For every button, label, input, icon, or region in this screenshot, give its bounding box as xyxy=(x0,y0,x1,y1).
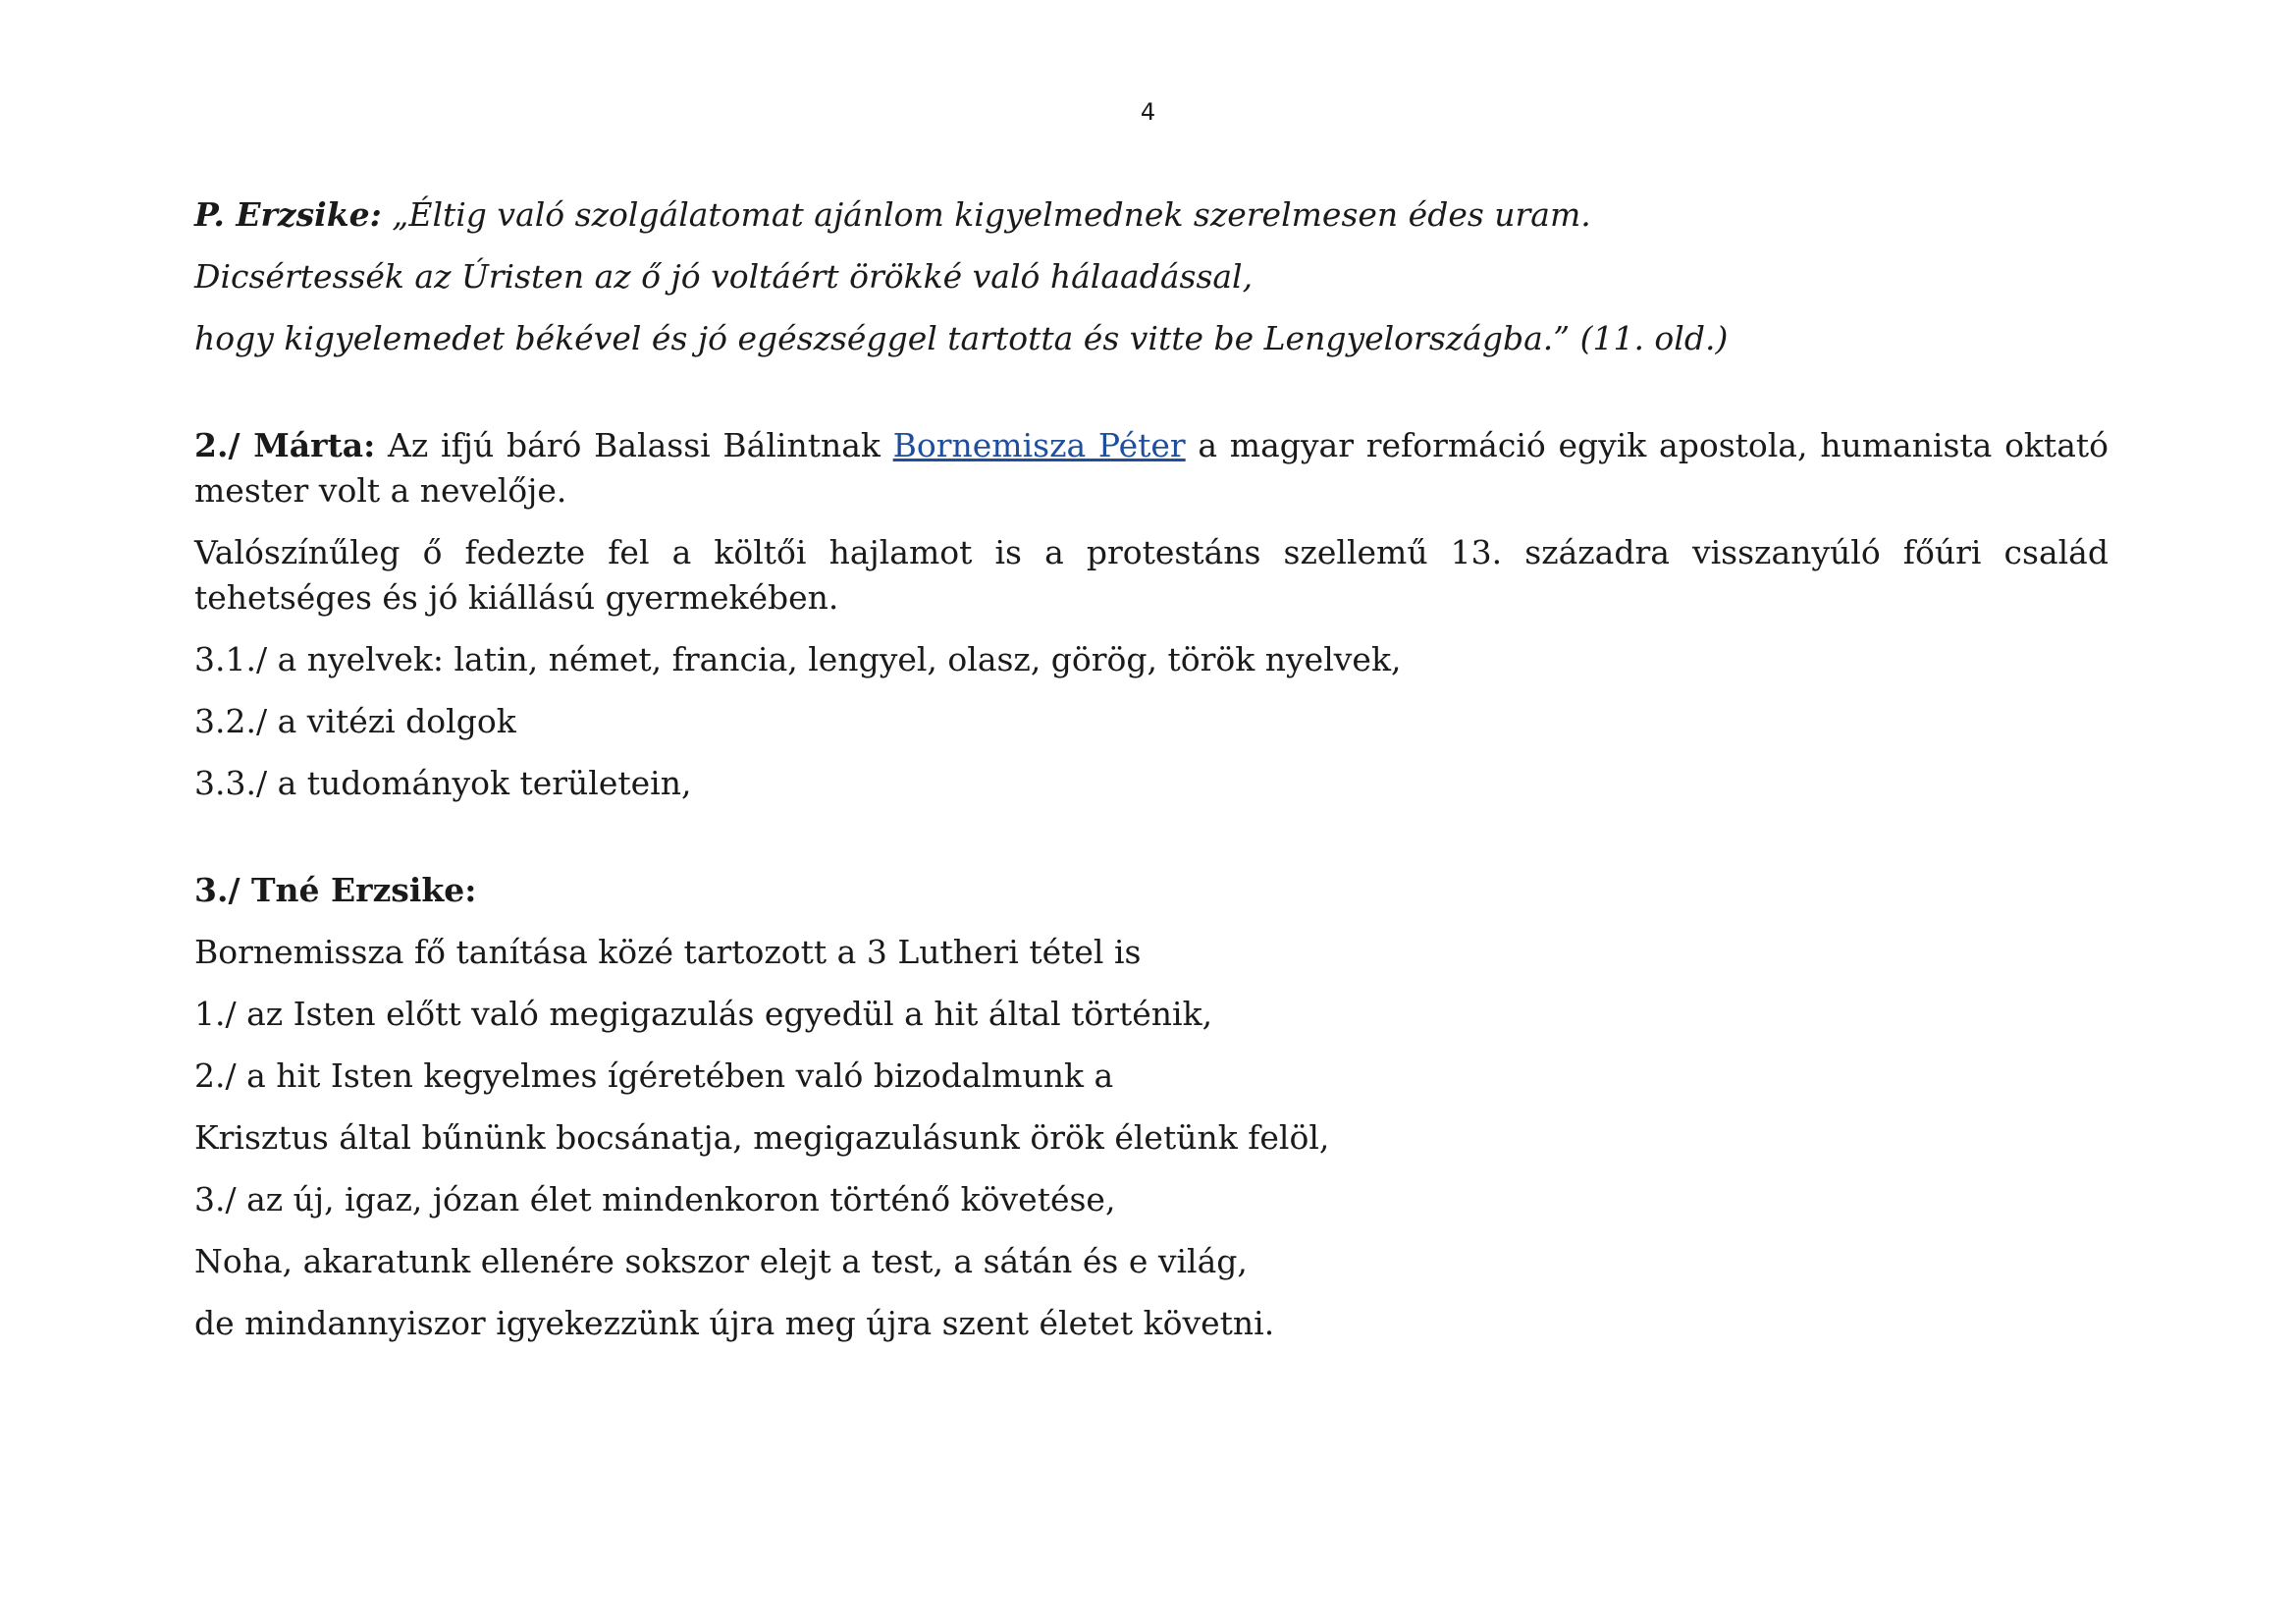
section2-speaker: 2./ Márta: xyxy=(194,426,376,464)
quote-line-3: hogy kigyelemedet békével és jó egészséggel tartotta és vitte be Lengyelországba.” (11. old.) xyxy=(194,319,1729,357)
section3-heading: 3./ Tné Erzsike: xyxy=(194,871,477,909)
section3-line-6: Noha, akaratunk ellenére sokszor elejt a test, a sátán és e világ, xyxy=(194,1242,1248,1280)
quote-text-1: „Éltig való szolgálatomat ajánlom kigyelmednek szerelmesen édes uram. xyxy=(381,195,1591,234)
section-gap xyxy=(194,823,2109,868)
section3-line-7: de mindannyiszor igyekezzünk újra meg újra szent életet követni. xyxy=(194,1304,1275,1342)
section3-line-2: 1./ az Isten előtt való megigazulás egyedül a hit által történik, xyxy=(194,995,1213,1033)
section3-line-4: Krisztus által bűnünk bocsánatja, megigazulásunk örök életünk felöl, xyxy=(194,1118,1330,1157)
section3-line-1: Bornemissza fő tanítása közé tartozott a 3 Lutheri tétel is xyxy=(194,933,1142,971)
section3-line-3: 2./ a hit Isten kegyelmes ígéretében való bizodalmunk a xyxy=(194,1056,1114,1095)
document-body xyxy=(194,192,2109,1363)
section2-item-2: 3.2./ a vitézi dolgok xyxy=(194,702,516,740)
page-number: 4 xyxy=(1140,98,1156,126)
bornemisza-peter-link[interactable]: Bornemisza Péter xyxy=(892,426,1186,464)
section2-text-before-link: Az ifjú báró Balassi Bálintnak xyxy=(375,426,893,464)
section2-paragraph-1 xyxy=(194,423,2109,514)
section2-paragraph-2: Valószínűleg ő fedezte fel a költői hajlamot is a protestáns szellemű 13. századra visszanyúló főúri család tehetséges és jó kiállású gyermekében. xyxy=(194,533,2109,617)
quote-line-2: Dicsértessék az Úristen az ő jó voltáért örökké való hálaadással, xyxy=(194,257,1254,296)
section2-item-3: 3.3./ a tudományok területein, xyxy=(194,764,692,802)
quote-speaker: P. Erzsike: xyxy=(194,195,382,234)
section2-item-1: 3.1./ a nyelvek: latin, német, francia, lengyel, olasz, görög, török nyelvek, xyxy=(194,640,1402,678)
quote-line-1 xyxy=(194,192,2109,238)
section2-text-after-link: a magyar reformáció egyik apostola, humanista oktató mester volt a nevelője. xyxy=(194,426,2109,510)
section3-line-5: 3./ az új, igaz, józan élet mindenkoron történő követése, xyxy=(194,1180,1116,1218)
section-gap xyxy=(194,378,2109,423)
